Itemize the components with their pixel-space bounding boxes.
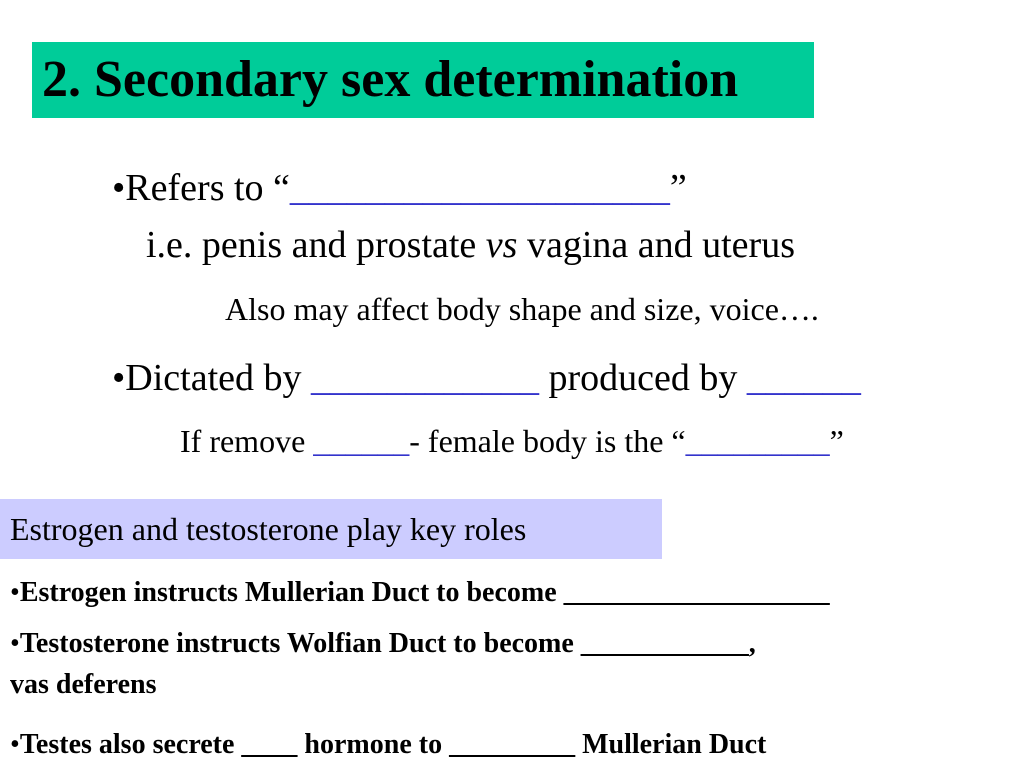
point-testosterone-continued: vas deferens — [10, 669, 157, 700]
example-vs: vs — [485, 224, 518, 266]
bullet-icon: • — [10, 628, 20, 659]
bullet-dictated-prefix: •Dictated by — [112, 357, 312, 399]
bullet-refers-to-prefix: •Refers to “ — [112, 167, 290, 209]
point-testes-text: Testes also secrete ____ hormone to _________ Mullerian Duct — [19, 729, 767, 760]
note-body-shape: Also may affect body shape and size, voice…. — [225, 291, 819, 327]
point-estrogen-text: Estrogen instructs Mullerian Duct to become ___________________ — [19, 577, 830, 608]
blank-dictated-hormone: ____________ — [311, 357, 540, 399]
bullet-refers-to-suffix: ” — [669, 167, 687, 209]
subheading: Estrogen and testosterone play key roles — [10, 511, 527, 547]
point-estrogen — [10, 576, 830, 610]
title-banner — [32, 42, 814, 118]
note-if-remove — [180, 422, 844, 460]
note-if-remove-suffix: ” — [829, 423, 844, 459]
example-part1: i.e. penis and prostate — [146, 224, 486, 266]
blank-refers-to: ____________________ — [289, 167, 670, 209]
bullet-refers-to — [112, 166, 687, 210]
note-if-remove-middle: - female body is the “ — [409, 423, 686, 459]
example-part2: vagina and uterus — [517, 224, 795, 266]
bullet-dictated-by — [112, 356, 861, 400]
blank-default-body: _________ — [685, 423, 830, 459]
subheading-banner — [0, 499, 662, 559]
point-testes — [10, 728, 766, 762]
bullet-dictated-middle: produced by — [539, 357, 747, 399]
bullet-icon: • — [10, 577, 20, 608]
blank-produced-by: ______ — [746, 357, 861, 399]
bullet-icon: • — [10, 729, 20, 760]
slide-title: 2. Secondary sex determination — [42, 51, 739, 108]
example-line — [146, 223, 795, 267]
point-testosterone — [10, 627, 756, 661]
point-testosterone-text: Testosterone instructs Wolfian Duct to become ____________, — [19, 628, 756, 659]
blank-if-remove: ______ — [313, 423, 410, 459]
note-if-remove-prefix: If remove — [180, 423, 314, 459]
